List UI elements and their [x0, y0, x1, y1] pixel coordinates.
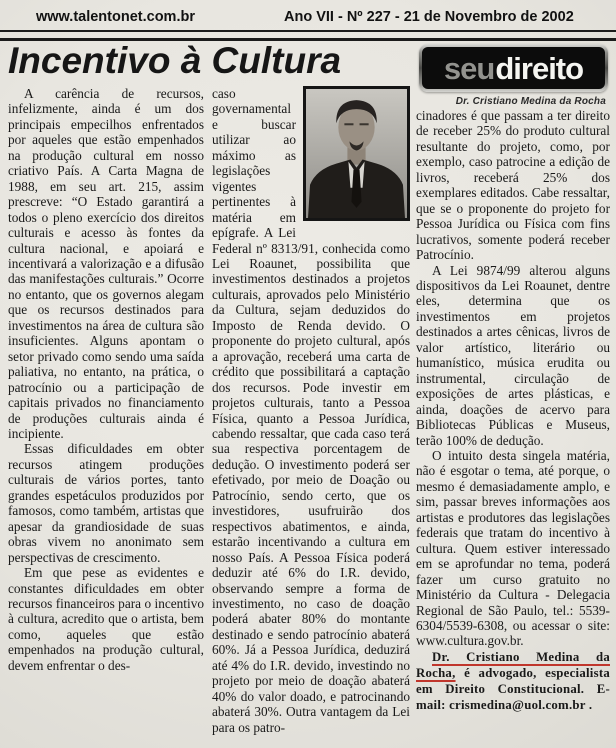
paragraph: cinadores é que passam a ter direito de receber 25% do produto cultural resultante do projeto, como, por exemplo, caso patrocine a edição de livros, receberá 25% dos exemplares editados. Cabe ressaltar, que se o proponente do projeto for Pessoa Jurídica ou Física com fins lucrativos, somente poderá receber Patrocínio. — [416, 108, 610, 263]
author-bio-text: é advogado, especialista em Direito Constitucional. E-mail: crismedina@uol.com.br . — [416, 665, 610, 712]
author-bio-name: Dr. Cristiano Medina da Rocha, — [416, 649, 610, 680]
paragraph: A Lei 9874/99 alterou alguns dispositivos da Lei Roaunet, dentre eles, determina que os investimentos em projetos destinados a artes cênicas, livros de valor artístico, literário ou humanístico, música erudita ou instrumental, circulação de exposições de artes plásticas, e ainda, doações de acervo para Bibliotecas Públicas e Museus, terão 100% de dedução. — [416, 262, 610, 448]
author-caption: Dr. Cristiano Medina da Rocha — [455, 96, 606, 107]
masthead-rule-top — [0, 30, 616, 32]
article-column-3 — [416, 108, 610, 713]
author-portrait-illustration — [306, 89, 407, 218]
paragraph: Essas dificuldades em obter recursos atingem produções culturais de vários portes, tanto grandes espetáculos produzidos por famosos, como também, artistas que apesar da grandiosidade de suas obras vivem no anonimato sem perspectivas de crescimento. — [8, 441, 204, 565]
article-column-2 — [212, 86, 410, 735]
masthead-edition-info: Ano VII - Nº 227 - 21 de Novembro de 2002 — [284, 9, 574, 25]
paragraph: O intuito desta singela matéria, não é esgotar o tema, até porque, o mesmo é demasiadamente amplo, e sim, passar breves informações aos artistas e produtores das legislações federais que tratam do incentivo à cultura. Quem estiver interessado em se aprofundar no tema, poderá fazer um curso gratuito no Ministério da Cultura - Delegacia Regional de São Paulo, tel.: 5539-6304/5539-6308, ou acessar o site: www.cultura.gov.br. — [416, 447, 610, 649]
article-column-1 — [8, 86, 204, 673]
logo-word-seu: seu — [443, 50, 495, 86]
seu-direito-logo-text — [422, 47, 605, 89]
article-title: Incentivo à Cultura — [8, 40, 342, 81]
paragraph: caso governamental e buscar utilizar ao máximo as legislações vigentes pertinentes à matéria em epígrafe. A Lei Federal nº 8313/91, conhecida como Lei Roaunet, possibilita que investimentos destinados a projetos culturais, aprovados pelo Ministério da Cultura, sejam deduzidos do Imposto de Renda devido. O proponente do projeto cultural, após a aprovação, receberá uma carta de crédito que possibilitará a captação dos recursos. Pode investir em projetos culturais, tanto a Pessoa Física, quanto a Pessoa Jurídica, cabendo ressaltar, que cada caso terá sua respectiva porcentagem de dedução. O investimento poderá ser efetivado, por meio de Doação ou Patrocínio, sendo certo, que os investidores, usufruirão dos respectivos abatimentos, e ainda, estarão incentivando a cultura em nosso País. A Pessoa Física poderá deduzir até 6% do I.R. devido, observando sempre a forma de investimento, no caso de doação poderá abater 80% do montante destinado e sendo patrocínio abaterá 60%. Já a Pessoa Jurídica, deduzirá até 4% do I.R. devido, investindo no projeto por meio de doação abaterá 40% do valor doado, e patrocinando abaterá 30%. Outra vantagem da Lei para os patro- — [212, 86, 410, 735]
author-bio — [416, 649, 610, 713]
paragraph: Em que pese as evidentes e constantes dificuldades em obter recursos financeiros para o incentivo à cultura, acredito que o artista, bem como, aqueles que estão empenhados na produção cultural, devem enfrentar o des- — [8, 565, 204, 673]
author-portrait-photo — [303, 86, 410, 221]
seu-direito-logo — [419, 44, 608, 92]
paragraph: A carência de recursos, infelizmente, ainda é um dos principais empecilhos enfrentados por aqueles que estão empenhados na produção cultural em nosso criativo País. A Carta Magna de 1988, em seu art. 215, assim prescreve: “O Estado garantirá a todos o pleno exercício dos direitos culturais e acesso às fontes da cultura nacional, e apoiará e incentivará a valorização e a difusão das manifestações culturais.” Ocorre no entanto, que os governos alegam que os recursos destinados para investimentos na área de cultura são insuficientes. Alguns apontam o setor privado como sendo uma saída paliativa, no entanto, na prática, o patrocínio ou a participação de capitais privados no financiamento de produções culturais ainda é incipiente. — [8, 86, 204, 441]
logo-word-direito: direito — [495, 50, 584, 86]
masthead-site-url: www.talentonet.com.br — [36, 9, 195, 25]
